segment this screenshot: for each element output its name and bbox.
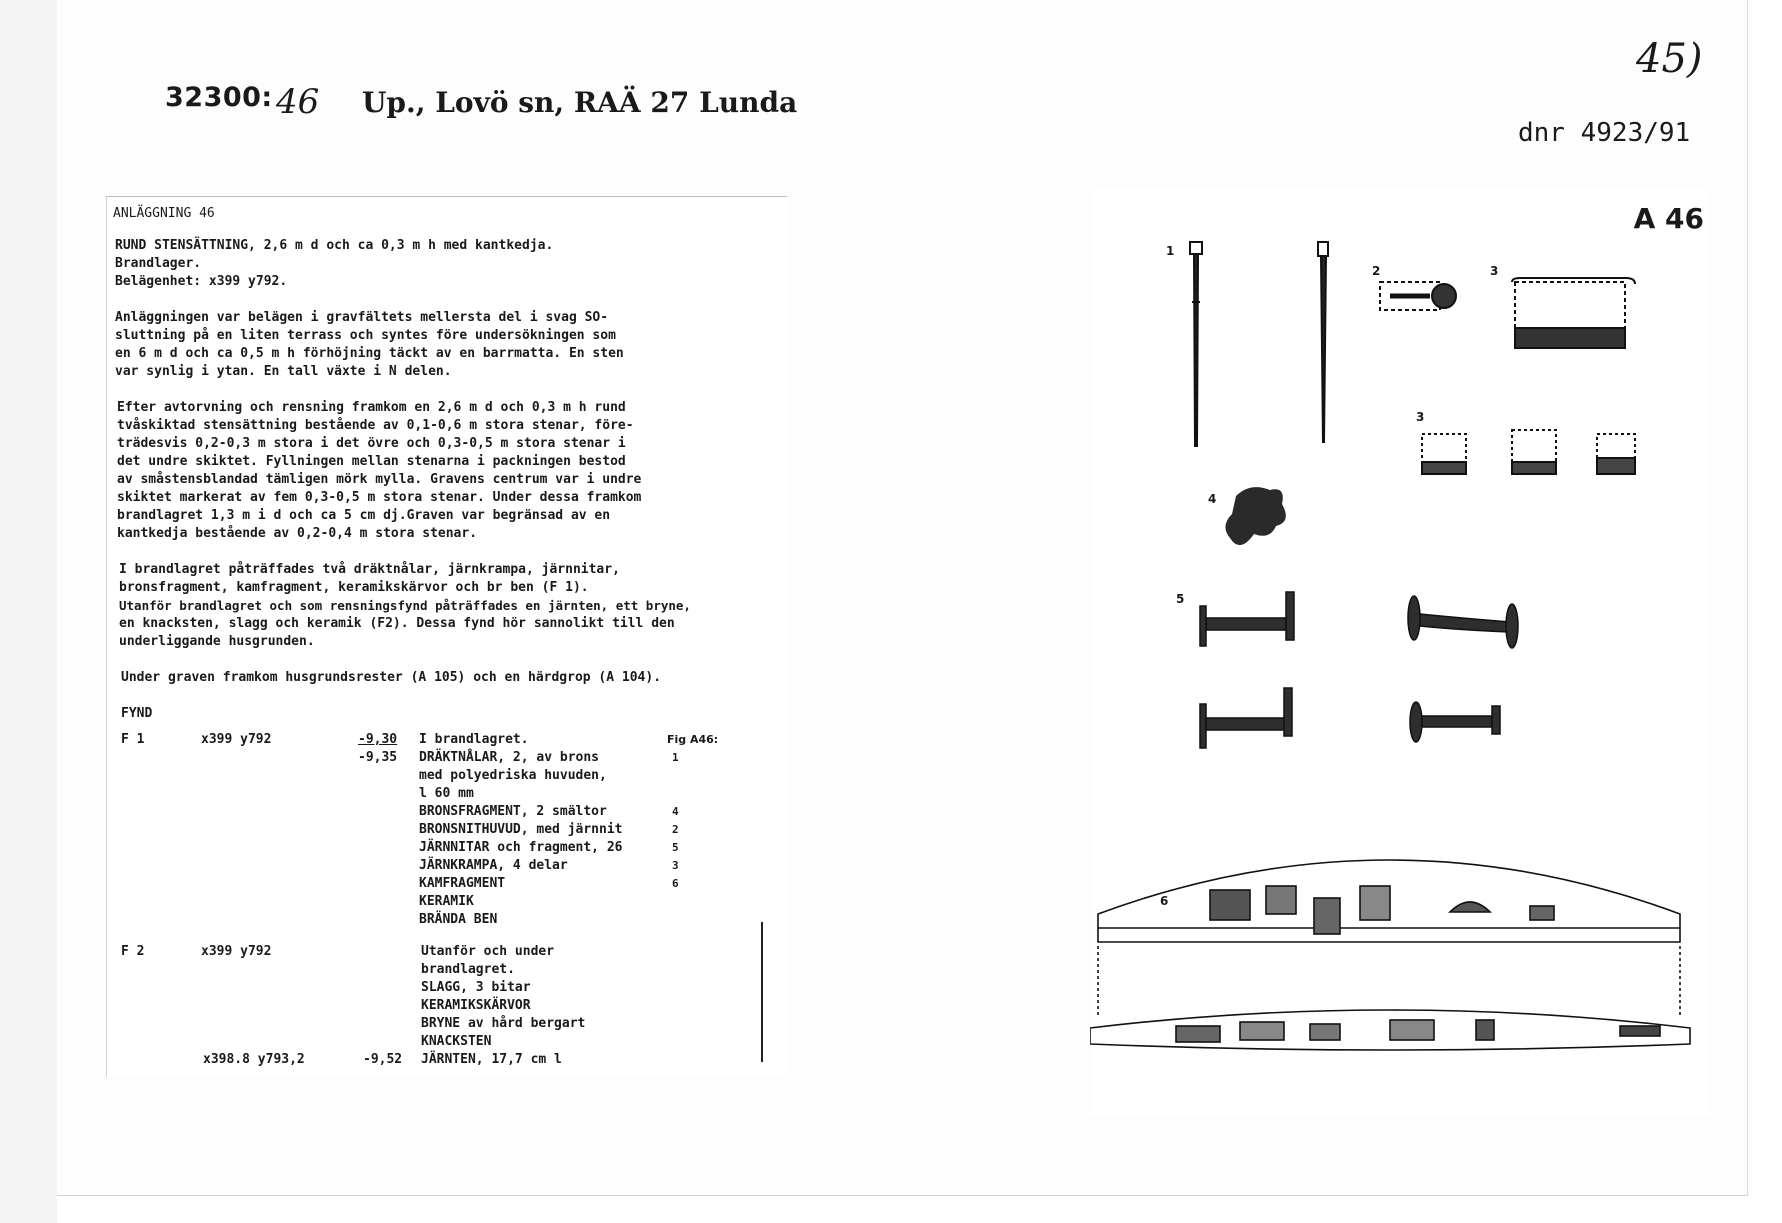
dnr-reference: dnr 4923/91 bbox=[1518, 118, 1691, 148]
f1-line: I brandlagret. bbox=[419, 732, 529, 747]
para2-line: Efter avtorvning och rensning framkom en 2,6 m d och 0,3 m h rund bbox=[117, 400, 626, 415]
f1-line: JÄRNKRAMPA, 4 delar bbox=[419, 858, 568, 873]
fig-ref: 6 bbox=[672, 877, 679, 890]
figure-label: 3 bbox=[1490, 264, 1499, 278]
para1-line: var synlig i ytan. En tall växte i N delen. bbox=[115, 364, 452, 379]
plate-label: A 46 bbox=[1633, 202, 1704, 235]
figure-label: 5 bbox=[1176, 592, 1185, 606]
f2-line: KNACKSTEN bbox=[421, 1034, 492, 1049]
f1-line: l 60 mm bbox=[419, 786, 474, 801]
iron-staple-drawing bbox=[1422, 278, 1635, 474]
fig-ref: 3 bbox=[672, 859, 679, 872]
fig-ref: 2 bbox=[672, 823, 679, 836]
figure-label: 3 bbox=[1416, 410, 1425, 424]
intro-line: Belägenhet: x399 y792. bbox=[115, 274, 288, 289]
f2-id: F 2 bbox=[121, 944, 145, 959]
fig-ref: 5 bbox=[672, 841, 679, 854]
f1-line: JÄRNNITAR och fragment, 26 bbox=[419, 840, 623, 855]
para4: Under graven framkom husgrundsrester (A 105) och en härdgrop (A 104). bbox=[121, 670, 662, 685]
para2-line: det undre skiktet. Fyllningen mellan stenarna i packningen bestod bbox=[117, 454, 626, 469]
f1-depth-1: -9,30 bbox=[358, 732, 398, 747]
figure-label: 6 bbox=[1160, 894, 1169, 908]
figure-label: 4 bbox=[1208, 492, 1217, 506]
f1-line: BRONSNITHUVUD, med järnnit bbox=[419, 822, 623, 837]
para2-line: kantkedja bestående av 0,2-0,4 m stora stenar. bbox=[117, 526, 478, 541]
f2-last-depth: -9,52 bbox=[363, 1052, 403, 1067]
para3-line: underliggande husgrunden. bbox=[119, 634, 315, 649]
dress-pin-drawing bbox=[1190, 242, 1328, 446]
f2-coords: x399 y792 bbox=[201, 944, 272, 959]
fig-ref: 1 bbox=[672, 751, 679, 764]
para2-line: tvåskiktad stensättning bestående av 0,1-0,6 m stora stenar, före- bbox=[117, 418, 634, 433]
fig-ref: 4 bbox=[672, 805, 679, 818]
para2-line: av småstensblandad tämligen mörk mylla. Gravens centrum var i undre bbox=[117, 472, 642, 487]
f1-line: KAMFRAGMENT bbox=[419, 876, 506, 891]
f2-line: KERAMIKSKÄRVOR bbox=[421, 998, 531, 1013]
record-text-panel bbox=[106, 196, 787, 1077]
para3-line: I brandlagret påträffades två dräktnålar, järnkrampa, järnnitar, bbox=[119, 562, 620, 577]
comb-fragment-drawing bbox=[1090, 860, 1690, 1050]
scan-margin bbox=[0, 0, 57, 1223]
f2-line: SLAGG, 3 bitar bbox=[421, 980, 531, 995]
record-heading: ANLÄGGNING 46 bbox=[113, 206, 215, 221]
f1-line: BRONSFRAGMENT, 2 smältor bbox=[419, 804, 607, 819]
para2-line: skiktet markerat av fem 0,3-0,5 m stora stenar. Under dessa framkom bbox=[117, 490, 642, 505]
f2-last-coords: x398.8 y793,2 bbox=[203, 1052, 305, 1067]
iron-rivets-drawing bbox=[1200, 592, 1518, 748]
para3-line: bronsfragment, kamfragment, keramikskärvor och br ben (F 1). bbox=[119, 580, 589, 595]
catalog-number: 32300: bbox=[165, 82, 273, 113]
f2-line: JÄRNTEN, 17,7 cm l bbox=[421, 1052, 562, 1067]
f2-line: BRYNE av hård bergart bbox=[421, 1016, 586, 1031]
f2-line: Utanför och under bbox=[421, 944, 555, 959]
para3-line: Utanför brandlagret och som rensningsfynd påträffades en järnten, ett bryne, bbox=[119, 598, 691, 613]
fig-column-heading: Fig A46: bbox=[667, 733, 719, 746]
f1-line: BRÄNDA BEN bbox=[419, 912, 498, 927]
para1-line: en 6 m d och ca 0,5 m h förhöjning täckt av en barrmatta. En sten bbox=[115, 346, 624, 361]
f1-depth-2: -9,35 bbox=[358, 750, 398, 765]
handwritten-number: 46 bbox=[276, 82, 320, 122]
f2-line: brandlagret. bbox=[421, 962, 515, 977]
para1-line: Anläggningen var belägen i gravfältets mellersta del i svag SO- bbox=[115, 310, 609, 325]
f1-line: med polyedriska huvuden, bbox=[419, 768, 607, 783]
intro-line: RUND STENSÄTTNING, 2,6 m d och ca 0,3 m h med kantkedja. bbox=[115, 238, 554, 253]
finds-heading: FYND bbox=[121, 706, 153, 721]
figure-label: 2 bbox=[1372, 264, 1381, 278]
f1-line: KERAMIK bbox=[419, 894, 474, 909]
para1-line: sluttning på en liten terrass och syntes före undersökningen som bbox=[115, 328, 616, 343]
para3-line: en knacksten, slagg och keramik (F2). Dessa fynd hör sannolikt till den bbox=[119, 616, 675, 631]
f1-coords: x399 y792 bbox=[201, 732, 272, 747]
f1-id: F 1 bbox=[121, 732, 145, 747]
para2-line: brandlagret 1,3 m i d och ca 5 cm dj.Graven var begränsad av en bbox=[117, 508, 611, 523]
f1-line: DRÄKTNÅLAR, 2, av brons bbox=[419, 750, 600, 765]
intro-line: Brandlager. bbox=[115, 256, 202, 271]
bronze-rivet-head-drawing bbox=[1380, 282, 1456, 310]
bronze-fragment-drawing bbox=[1225, 487, 1285, 545]
fig-column-divider bbox=[761, 922, 763, 1062]
artifact-figure-plate bbox=[1090, 186, 1710, 1116]
para2-line: trädesvis 0,2-0,3 m stora i det övre och 0,3-0,5 m stora stenar i bbox=[117, 436, 626, 451]
site-title: Up., Lovö sn, RAÄ 27 Lunda bbox=[362, 86, 798, 119]
figure-label: 1 bbox=[1166, 244, 1175, 258]
artifact-drawings bbox=[1090, 186, 1710, 1116]
corner-handwritten-note: 45) bbox=[1636, 36, 1703, 82]
